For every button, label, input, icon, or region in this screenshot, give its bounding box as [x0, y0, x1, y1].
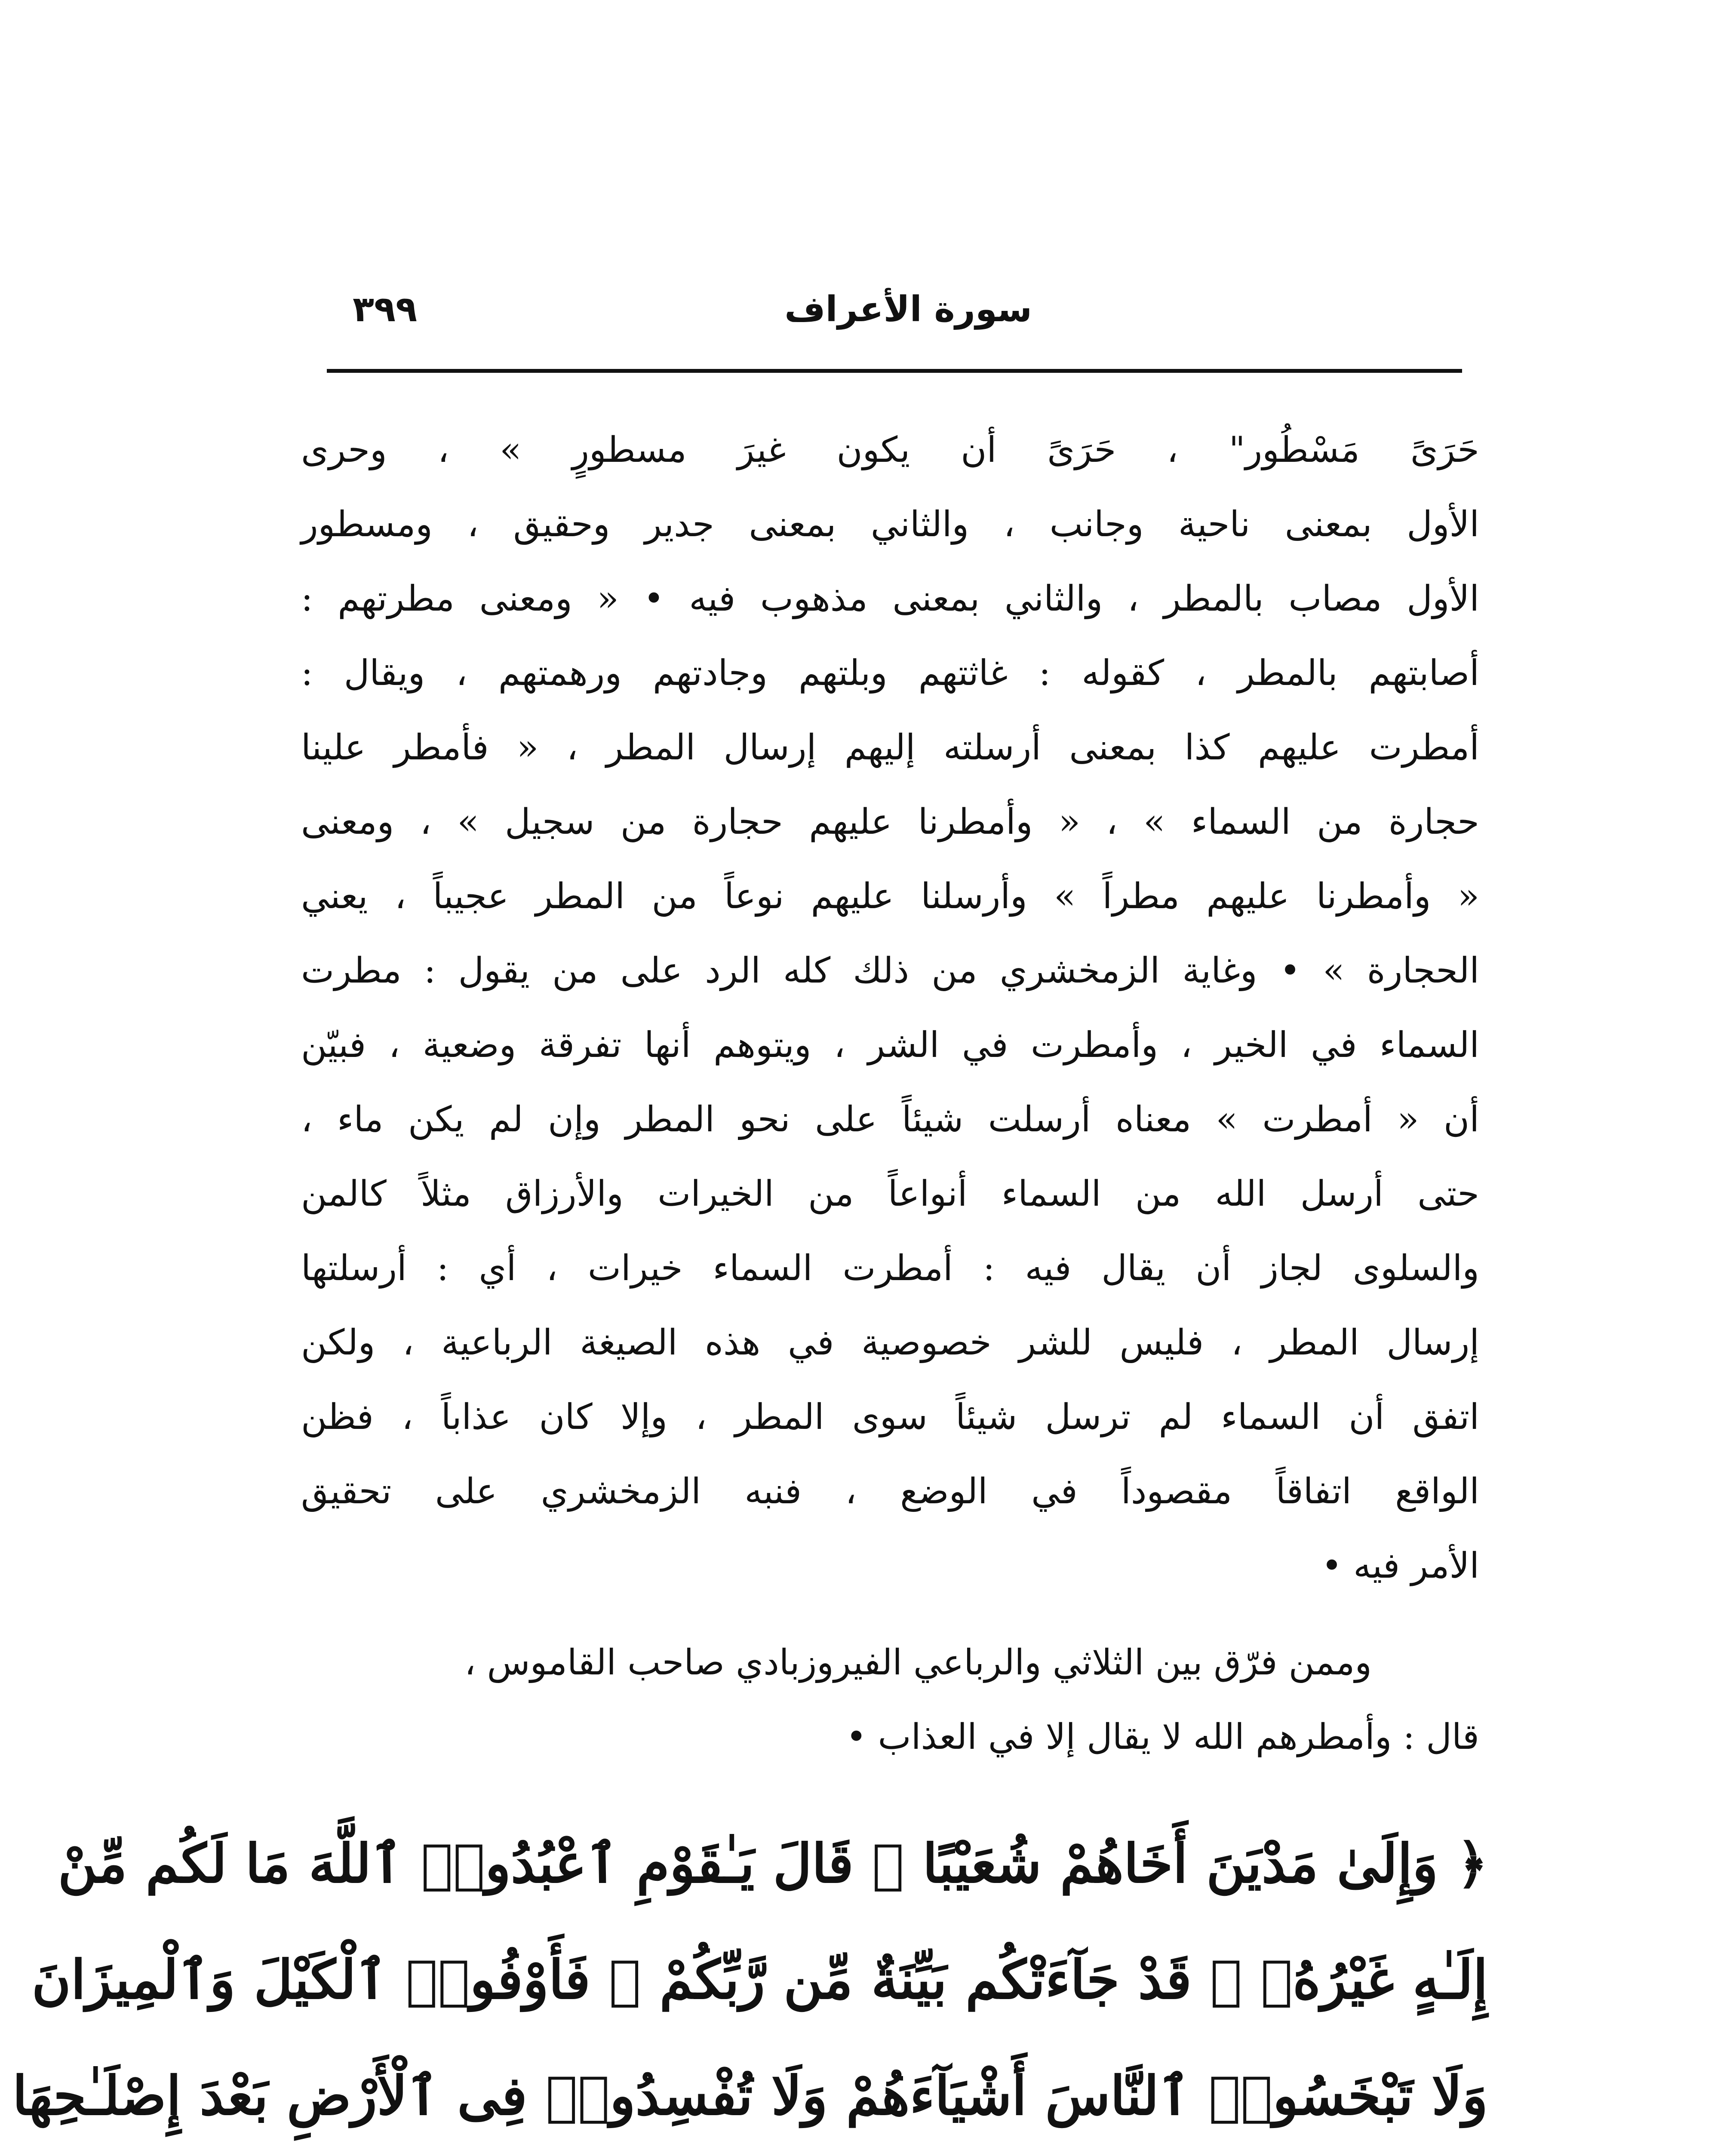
text-line: أمطرت عليهم كذا بمعنى أرسلته إليهم إرسال المطر ، « فأمطر علينا: [301, 727, 1479, 768]
text-line: الأول مصاب بالمطر ، والثاني بمعنى مذهوب فيه • « ومعنى مطرتهم :: [301, 578, 1479, 619]
commentary-paragraph: [301, 413, 1479, 1603]
verse-line: إِلَـٰهٍ غَيْرُهُۥ ۖ قَدْ جَآءَتْكُم بَيِّنَةٌ مِّن رَّبِّكُمْ ۖ فَأَوْفُوا۟ ٱلْكَيْلَ وَٱلْمِيزَانَ: [31, 1949, 1488, 2011]
verse-line: وَلَا تَبْخَسُوا۟ ٱلنَّاسَ أَشْيَآءَهُمْ وَلَا تُفْسِدُوا۟ فِى ٱلْأَرْضِ بَعْدَ إِصْلَـٰحِهَا: [12, 2065, 1488, 2127]
page-number: ٣٩٩: [353, 289, 418, 330]
text-line: اتفق أن السماء لم ترسل شيئاً سوى المطر ، وإلا كان عذاباً ، فظن: [301, 1397, 1479, 1437]
quran-verse: [12, 1806, 1488, 2150]
second-paragraph: [301, 1625, 1479, 1774]
text-line: حجارة من السماء » ، « وأمطرنا عليهم حجارة من سجيل » ، ومعنى: [301, 802, 1479, 842]
text-line: حتى أرسل الله من السماء أنواعاً من الخيرات والأرزاق مثلاً كالمن: [301, 1173, 1479, 1214]
text-line: السماء في الخير ، وأمطرت في الشر ، ويتوهم أنها تفرقة وضعية ، فبيّن: [301, 1025, 1479, 1066]
text-line: الحجارة » • وغاية الزمخشري من ذلك كله الرد على من يقول : مطرت: [301, 950, 1479, 991]
text-line: « وأمطرنا عليهم مطراً » وأرسلنا عليهم نوعاً من المطر عجيباً ، يعني: [301, 876, 1479, 917]
page-header: [327, 275, 1462, 340]
running-title: سورة الأعراف: [784, 289, 1032, 330]
text-line: وممن فرّق بين الثلاثي والرباعي الفيروزبادي صاحب القاموس ،: [464, 1642, 1372, 1683]
text-line: أن « أمطرت » معناه أرسلت شيئاً على نحو المطر وإن لم يكن ماء ،: [301, 1099, 1479, 1140]
text-line: الواقع اتفاقاً مقصوداً في الوضع ، فنبه الزمخشري على تحقيق: [301, 1471, 1479, 1512]
text-line: والسلوى لجاز أن يقال فيه : أمطرت السماء خيرات ، أي : أرسلتها: [301, 1248, 1479, 1289]
text-line: قال : وأمطرهم الله لا يقال إلا في العذاب •: [846, 1717, 1479, 1757]
text-line: أصابتهم بالمطر ، كقوله : غاثتهم وبلتهم وجادتهم ورهمتهم ، ويقال :: [301, 653, 1479, 694]
verse-line: ﴿ وَإِلَىٰ مَدْيَنَ أَخَاهُمْ شُعَيْبًا ۗ قَالَ يَـٰقَوْمِ ٱعْبُدُوا۟ ٱللَّهَ مَا لَكُم مِّنْ: [58, 1833, 1488, 1895]
text-line: حَرَیً مَسْطُور" ، حَرَیً أن يكون غيرَ مسطورٍ » ، وحرى: [301, 430, 1479, 470]
header-rule: [327, 369, 1462, 373]
text-line: الأمر فيه •: [1321, 1545, 1479, 1586]
text-line: الأول بمعنى ناحية وجانب ، والثاني بمعنى جدير وحقيق ، ومسطور: [301, 504, 1479, 545]
text-line: إرسال المطر ، فليس للشر خصوصية في هذه الصيغة الرباعية ، ولكن: [301, 1322, 1479, 1363]
